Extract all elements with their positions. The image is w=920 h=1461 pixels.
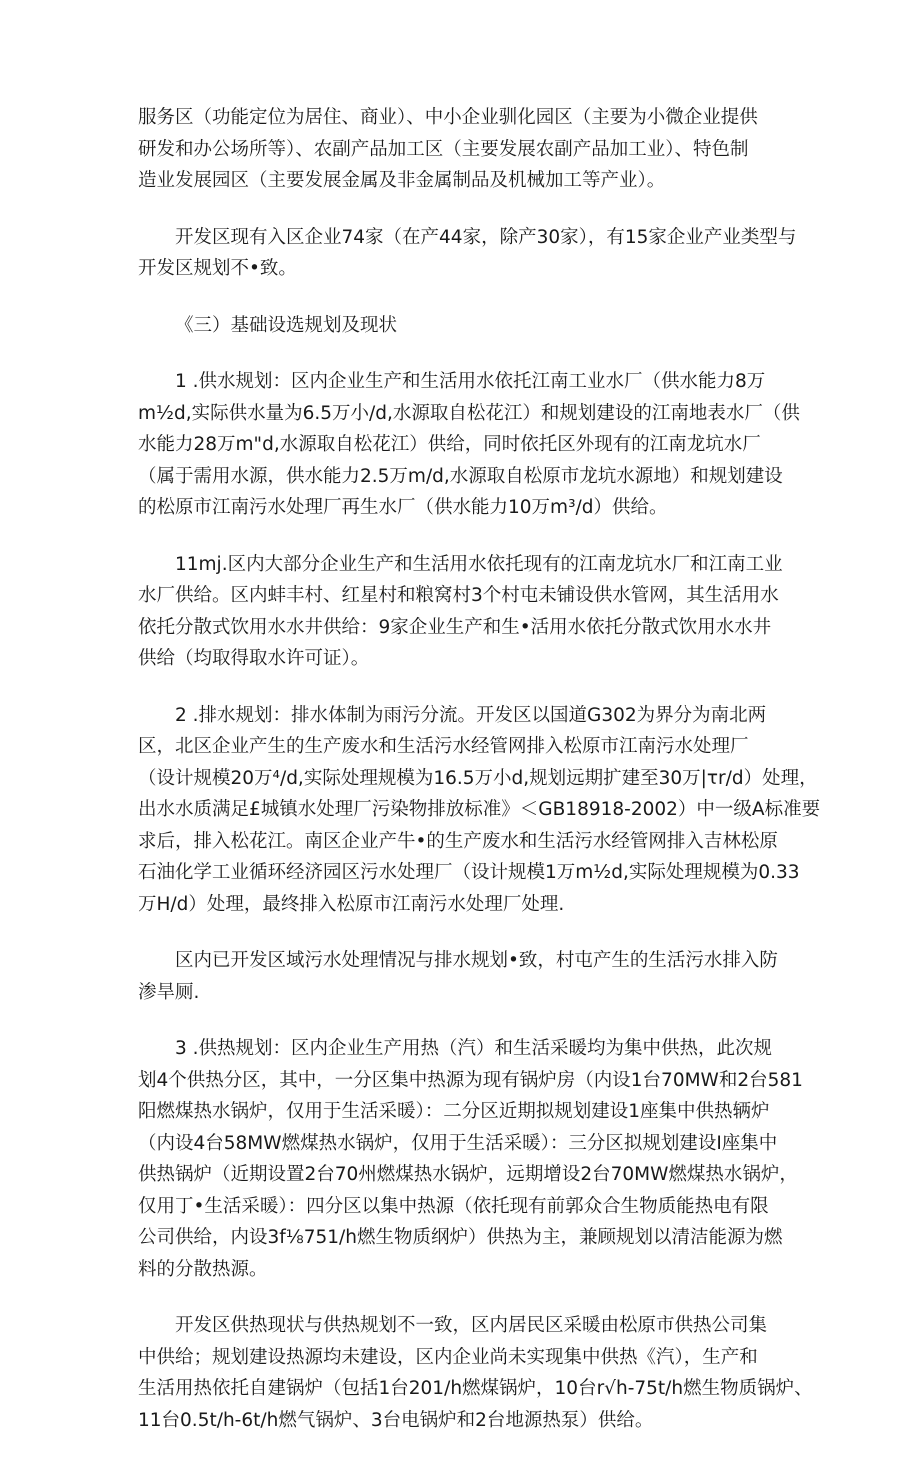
text-line: 造业发展园区（主要发展金属及非金属制品及机械加工等产业）。	[138, 170, 666, 191]
text-line: 开发区供热现状与供热规划不一致，区内居民区采暖由松原市供热公司集	[175, 1315, 768, 1336]
text-line: m½d,实际供水量为6.5万小/d,水源取自松花江）和规划建设的江南地表水厂（供	[138, 402, 800, 424]
text-line: 水能力28万m"d,水源取自松花江）供给，同时依托区外现有的江南龙坑水厂	[138, 434, 761, 455]
text-line: 供给（均取得取水许可证）。	[138, 648, 370, 669]
text-line: 11mj.区内大部分企业生产和生活用水依托现有的江南龙坑水厂和江南工业	[175, 553, 783, 575]
text-line: 出水水质满足£城镇水处理厂污染物排放标准》＜GB18918-2002）中一级A标准要	[138, 799, 821, 820]
text-line: 区，北区企业产生的生产废水和生活污水经管网排入松原市江南污水处理厂	[138, 736, 749, 757]
text-line: 万H/d）处理，最终排入松原市江南污水处理厂处理.	[138, 893, 565, 915]
text-line: 2 .排水规划：排水体制为雨污分流。开发区以国道G302为界分为南北两	[175, 704, 767, 726]
text-line: 11台0.5t∕h-6t∕h燃气锅炉、3台电锅炉和2台地源热泵）供给。	[138, 1409, 654, 1431]
paragraph	[138, 310, 780, 342]
text-line: 石油化学工业循环经济园区污水处理厂（设计规模1万m½d,实际处理规模为0.33	[138, 862, 800, 883]
text-line: 开发区规划不•致。	[138, 258, 297, 279]
text-line: （内设4台58MW燃煤热水锅炉，仅用于生活采暖）：三分区拟规划建设I座集中	[138, 1132, 778, 1154]
document-body	[138, 102, 821, 1461]
text-line: 阳燃煤热水锅炉，仅用于生活采暖）：二分区近期拟规划建设1座集中供热辆炉	[138, 1101, 770, 1122]
paragraph	[138, 222, 797, 285]
text-line: 区内已开发区域污水处理情况与排水规划•致，村屯产生的生活污水排入防	[175, 950, 778, 971]
paragraph	[138, 1033, 803, 1285]
paragraph	[138, 945, 780, 1008]
paragraph	[138, 1310, 813, 1436]
text-line: 《三）基础设选规划及现状	[175, 314, 398, 336]
text-line: 渗旱厕.	[138, 981, 200, 1003]
text-line: 供热锅炉（近期设置2台70州燃煤热水锅炉，远期增设2台70MW燃煤热水锅炉，	[138, 1164, 798, 1185]
paragraph	[138, 549, 783, 675]
text-line: 公司供给，内设3f⅛751∕h燃生物质纲炉）供热为主，兼顾规划以清洁能源为燃	[138, 1227, 783, 1248]
text-line: 1 .供水规划：区内企业生产和生活用水依托江南工业水厂（供水能力8万	[175, 371, 766, 392]
text-line: 研发和办公场所等）、农副产品加工区（主要发展农副产品加工业）、特色制	[138, 138, 749, 160]
text-line: 的松原市江南污水处理厂再生水厂（供水能力10万m³/d）供给。	[138, 497, 668, 518]
text-line: 依托分散式饮用水水井供给：9家企业生产和生•活用水依托分散式饮用水水井	[138, 616, 772, 638]
text-line: （设计规模20万⁴/d,实际处理规模为16.5万小d,规划远期扩建至30万|τr/d）处理，	[138, 767, 818, 789]
paragraph	[138, 366, 800, 524]
text-line: 服务区（功能定位为居住、商业）、中小企业驯化园区（主要为小微企业提供	[138, 107, 758, 128]
text-line: 开发区现有入区企业74家（在产44家，除产30家），有15家企业产业类型与	[175, 226, 797, 248]
paragraph	[138, 102, 780, 197]
paragraph	[138, 700, 821, 921]
text-line: 生活用热依托自建锅炉（包括1台201∕h燃煤锅炉，10台r√h-75t∕h燃生物质锅炉、	[138, 1378, 813, 1399]
text-line: 料的分散热源。	[138, 1258, 268, 1280]
text-line: 求后，排入松花江。南区企业产牛•的生产废水和生活污水经管网排入吉林松原	[138, 830, 778, 852]
text-line: 水厂供给。区内蚌丰村、红星村和粮窝村3个村屯未铺设供水管网，其生活用水	[138, 585, 779, 606]
text-line: 仅用丁•生活采暖）：四分区以集中热源（依托现有前郭众合生物质能热电有限	[138, 1195, 769, 1217]
text-line: （属于需用水源，供水能力2.5万m/d,水源取自松原市龙坑水源地）和规划建设	[138, 465, 783, 487]
text-line: 中供给；规划建设热源均未建设，区内企业尚未实现集中供热《汽），生产和	[138, 1346, 758, 1368]
text-line: 划4个供热分区，其中，一分区集中热源为现有锅炉房（内设1台70MW和2台581	[138, 1069, 803, 1091]
text-line: 3 .供热规划：区内企业生产用热（汽）和生活采暖均为集中供热，此次规	[175, 1038, 773, 1059]
